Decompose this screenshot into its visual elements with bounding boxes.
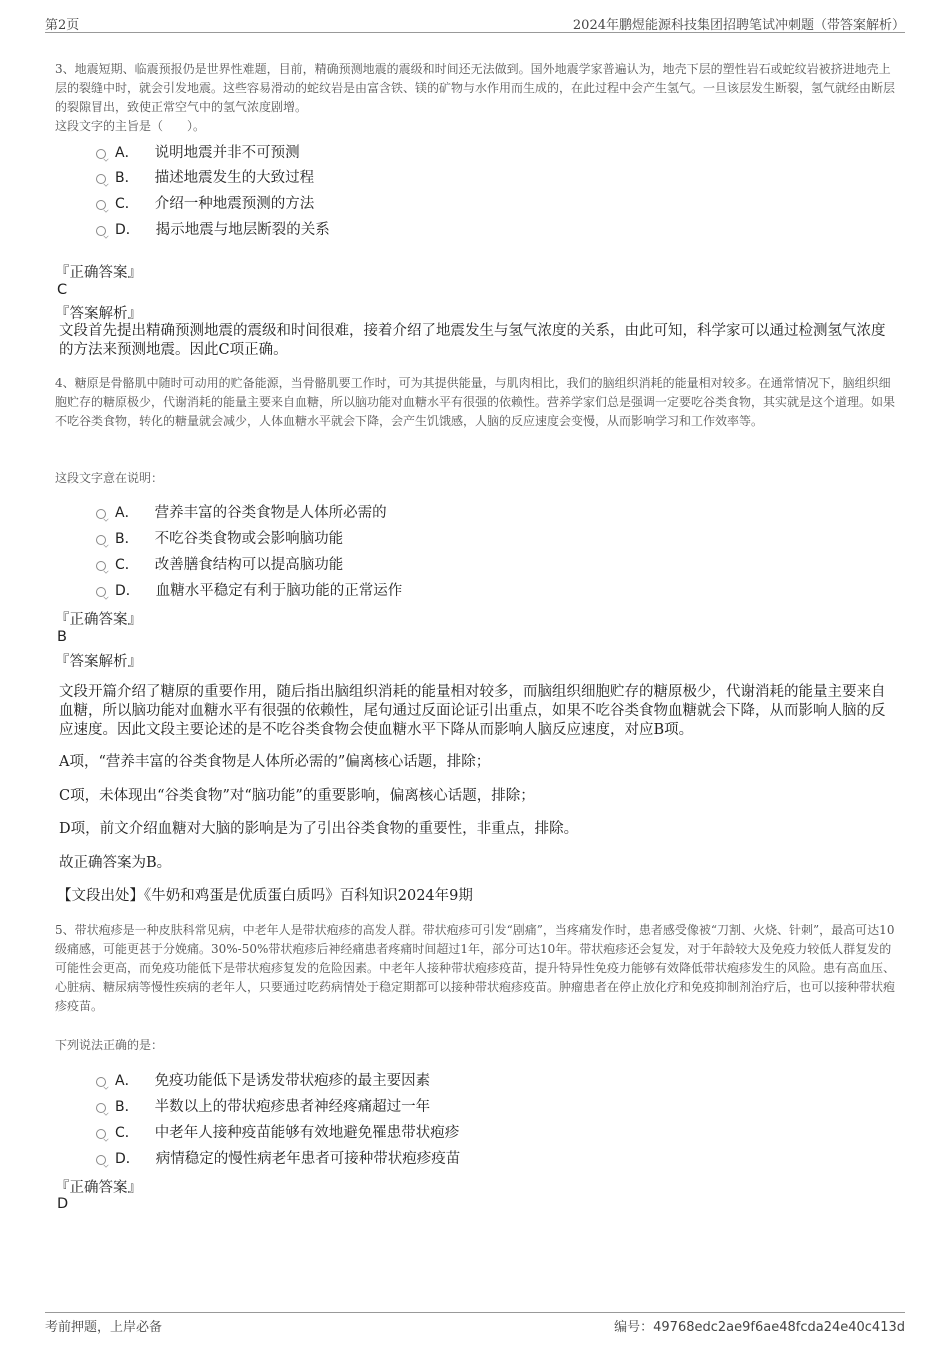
- radio-icon[interactable]: [96, 587, 106, 597]
- question-5-option-d[interactable]: D． 病情稳定的慢性病老年患者可接种带状疱疹疫苗: [96, 1148, 460, 1170]
- question-3-option-b[interactable]: B． 描述地震发生的大致过程: [96, 167, 314, 189]
- radio-icon[interactable]: [96, 1103, 106, 1113]
- page-number: 第2页: [45, 18, 80, 33]
- radio-icon[interactable]: [96, 174, 106, 184]
- radio-icon[interactable]: [96, 149, 106, 159]
- question-3-option-a[interactable]: A． 说明地震并非不可预测: [96, 142, 300, 164]
- question-5-text: 5、带状疱疹是一种皮肤科常见病，中老年人是带状疱疹的高发人群。带状疱疹可引发“剧痛”，当疼痛发作时，患者感受像被“刀割、火烧、针刺”，最高可达10级痛感，可能更甚于分娩痛。30%-50%带状疱疹后神经痛患者疼痛时间超过1年，部分可达10年。带状疱疹还会复发，对于年龄较大及免疫力较低人群复发的可能性会更高，而免疫功能低下是带状疱疹复发的危险因素。中老年人接种带状疱疹疫苗，提升特异性免疫力能够有效降低带状疱疹发生的风险。患有高血压、心脏病、糖尿病等慢性疾病的老年人，只要通过吃药病情处于稳定期都可以接种带状疱疹疫苗。肿瘤患者在停止放化疗和免疫抑制剂治疗后，也可以接种带状疱疹疫苗。: [55, 923, 896, 1013]
- question-3-option-c[interactable]: C． 介绍一种地震预测的方法: [96, 193, 314, 215]
- question-3-option-d[interactable]: D． 揭示地震与地层断裂的关系: [96, 219, 330, 241]
- question-3-answer: C: [57, 282, 68, 298]
- question-4-option-b[interactable]: B． 不吃谷类食物或会影响脑功能: [96, 528, 343, 550]
- radio-icon[interactable]: [96, 200, 106, 210]
- radio-icon[interactable]: [96, 226, 106, 236]
- document-title: 2024年鹏煜能源科技集团招聘笔试冲刺题（带答案解析）: [572, 18, 905, 33]
- footer-slogan: 考前押题，上岸必备: [45, 1320, 163, 1335]
- question-4-analysis-main: 文段开篇介绍了糖原的重要作用，随后指出脑组织消耗的能量相对较多，而脑组织细胞贮存的糖原极少，代谢消耗的能量主要来自血糖，所以脑功能对血糖水平有很强的依赖性，尾句通过反面论证引出重点，如果不吃谷类食物血糖就会下降，从而影响人脑的反应速度。因此文段主要论述的是不吃谷类食物会使血糖水平下降从而影响人脑反应速度，对应B项。: [59, 684, 886, 738]
- question-3-analysis: 文段首先提出精确预测地震的震级和时间很难，接着介绍了地震发生与氢气浓度的关系，由此可知，科学家可以通过检测氢气浓度的方法来预测地震。因此C项正确。: [59, 323, 886, 358]
- question-5-answer-label: 『正确答案』: [55, 1180, 142, 1196]
- question-4-prompt: 这段文字意在说明：: [55, 471, 164, 485]
- page-header: [45, 12, 905, 33]
- question-4-analysis-conclusion: 故正确答案为B。: [59, 855, 172, 871]
- question-4-option-c[interactable]: C． 改善膳食结构可以提高脑功能: [96, 554, 343, 576]
- question-3-text: 3、地震短期、临震预报仍是世界性难题，目前，精确预测地震的震级和时间还无法做到。国外地震学家普遍认为，地壳下层的塑性岩石或蛇纹岩被挤进地壳上层的裂缝中时，就会引发地震。这些容易滑动的蛇纹岩是由富含铁、镁的矿物与水作用而生成的，在此过程中会产生氢气。一旦该层发生断裂，氢气就经由断层的裂隙冒出，致使正常空气中的氢气浓度剧增。 这段文字的主旨是（ ）。: [55, 60, 895, 136]
- radio-icon[interactable]: [96, 1129, 106, 1139]
- radio-icon[interactable]: [96, 1077, 106, 1087]
- question-5-prompt: 下列说法正确的是：: [55, 1038, 164, 1052]
- footer-code: 编号：49768edc2ae9f6ae48fcda24e40c413d: [614, 1320, 905, 1335]
- question-4-source: 【文段出处】《牛奶和鸡蛋是优质蛋白质吗》百科知识2024年9期: [57, 888, 473, 904]
- question-3-prompt: 这段文字的主旨是（ ）。: [55, 119, 206, 133]
- radio-icon[interactable]: [96, 509, 106, 519]
- question-4-option-d[interactable]: D． 血糖水平稳定有利于脑功能的正常运作: [96, 580, 402, 602]
- question-4-text: 4、糖原是骨骼肌中随时可动用的贮备能源，当骨骼肌要工作时，可为其提供能量，与肌肉相比，我们的脑组织消耗的能量相对较多。在通常情况下，脑组织细胞贮存的糖原极少，代谢消耗的能量主要来自血糖，所以脑功能对血糖水平有很强的依赖性。营养学家们总是强调一定要吃谷类食物，其实就是这个道理。如果不吃谷类食物，转化的糖量就会减少，人体血糖水平就会下降，会产生饥饿感，人脑的反应速度会变慢，从而影响学习和工作效率等。: [55, 376, 896, 428]
- question-5-answer: D: [57, 1196, 69, 1212]
- question-4-option-a[interactable]: A． 营养丰富的谷类食物是人体所必需的: [96, 502, 387, 524]
- question-4-analysis-c: C项，未体现出“谷类食物”对“脑功能”的重要影响，偏离核心话题，排除；: [59, 788, 535, 804]
- question-3-analysis-label: 『答案解析』: [55, 306, 142, 322]
- question-5-option-a[interactable]: A． 免疫功能低下是诱发带状疱疹的最主要因素: [96, 1070, 430, 1092]
- page-footer: [45, 1312, 905, 1333]
- question-4-answer-label: 『正确答案』: [55, 612, 142, 628]
- question-4-analysis-d: D项，前文介绍血糖对大脑的影响是为了引出谷类食物的重要性，非重点，排除。: [59, 821, 579, 837]
- radio-icon[interactable]: [96, 561, 106, 571]
- question-4-analysis-label: 『答案解析』: [55, 654, 142, 670]
- radio-icon[interactable]: [96, 1155, 106, 1165]
- question-4-answer: B: [57, 629, 67, 645]
- question-5-option-c[interactable]: C． 中老年人接种疫苗能够有效地避免罹患带状疱疹: [96, 1122, 459, 1144]
- question-3-answer-label: 『正确答案』: [55, 265, 142, 281]
- radio-icon[interactable]: [96, 535, 106, 545]
- question-5-option-b[interactable]: B． 半数以上的带状疱疹患者神经疼痛超过一年: [96, 1096, 430, 1118]
- question-4-analysis-a: A项，“营养丰富的谷类食物是人体所必需的”偏离核心话题，排除；: [59, 754, 491, 770]
